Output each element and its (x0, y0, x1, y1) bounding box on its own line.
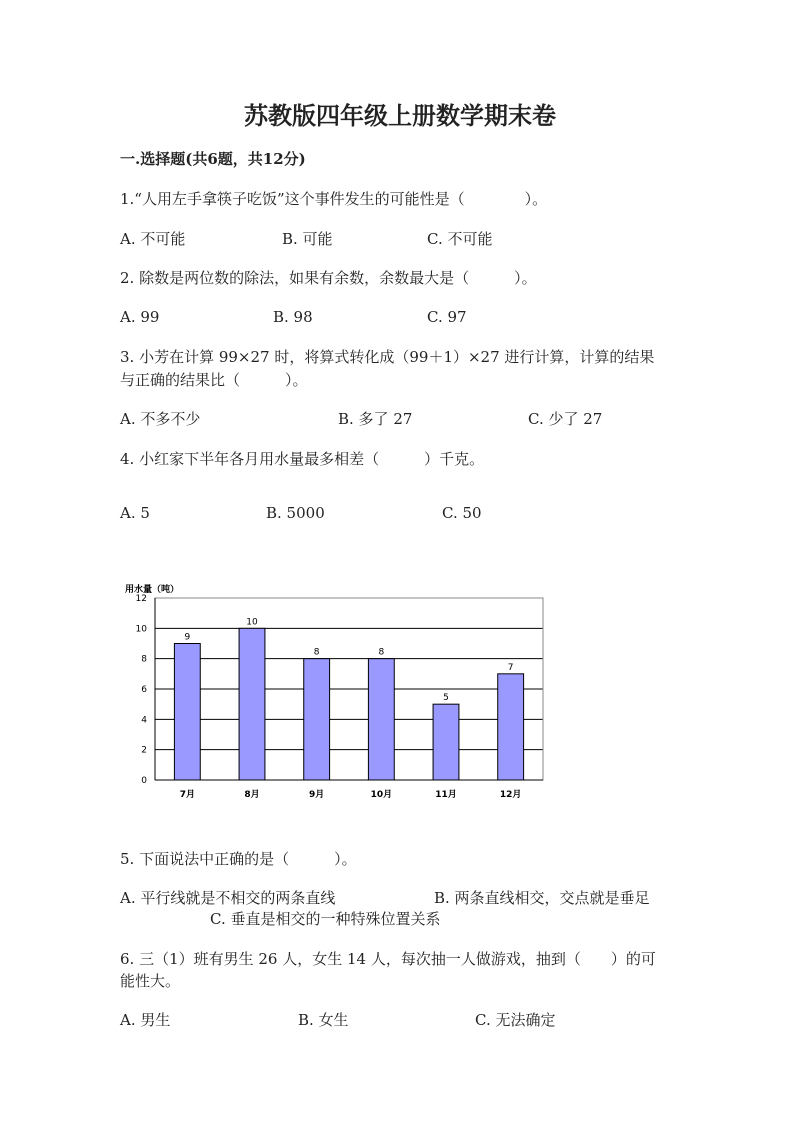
bar (498, 674, 524, 780)
bar (239, 628, 265, 780)
q5-option-a[interactable]: A. 平行线就是不相交的两条直线 (120, 889, 336, 907)
q2-option-b[interactable]: B. 98 (273, 308, 313, 326)
y-tick-label: 0 (141, 776, 147, 786)
bar (368, 659, 394, 780)
bar (174, 644, 200, 781)
bar-value-label: 9 (184, 632, 191, 643)
q4-option-b[interactable]: B. 5000 (266, 504, 325, 522)
bar-value-label: 10 (246, 617, 258, 628)
q1-option-b[interactable]: B. 可能 (282, 230, 333, 248)
q3-option-b[interactable]: B. 多了 27 (338, 410, 413, 428)
y-tick-label: 6 (141, 685, 147, 695)
x-tick-label: 9月 (309, 790, 325, 800)
y-tick-label: 4 (141, 715, 147, 726)
x-tick-label: 10月 (370, 790, 393, 800)
q6-option-a[interactable]: A. 男生 (120, 1011, 171, 1029)
page-title: 苏教版四年级上册数学期末卷 (244, 101, 556, 130)
y-tick-label: 12 (135, 594, 147, 604)
q5-option-c[interactable]: C. 垂直是相交的一种特殊位置关系 (210, 910, 441, 928)
x-tick-label: 11月 (435, 790, 457, 800)
question-2: 2. 除数是两位数的除法，如果有余数，余数最大是（ ）。 (120, 269, 537, 287)
question-6-line-1: 6. 三（1）班有男生 26 人，女生 14 人，每次抽一人做游戏，抽到（ ）的可 (120, 950, 656, 968)
section-heading: 一.选择题(共6题，共12分) (120, 150, 306, 168)
q6-option-c[interactable]: C. 无法确定 (475, 1011, 556, 1029)
bar-value-label: 8 (378, 647, 385, 658)
q2-option-a[interactable]: A. 99 (120, 308, 160, 326)
q6-option-b[interactable]: B. 女生 (298, 1011, 349, 1029)
bar (433, 704, 459, 780)
question-3-line-1: 3. 小芳在计算 99×27 时，将算式转化成（99＋1）×27 进行计算，计算的结果 (120, 348, 655, 366)
question-6-line-2: 能性大。 (120, 972, 181, 990)
q1-option-a[interactable]: A. 不可能 (120, 230, 186, 248)
q2-option-c[interactable]: C. 97 (427, 308, 467, 326)
x-tick-label: 12月 (499, 790, 522, 800)
y-tick-label: 10 (135, 624, 147, 635)
q5-option-b[interactable]: B. 两条直线相交，交点就是垂足 (434, 889, 650, 907)
question-3-line-2: 与正确的结果比（ ）。 (120, 371, 308, 389)
x-tick-label: 8月 (244, 790, 260, 800)
q4-option-a[interactable]: A. 5 (120, 504, 150, 522)
q3-option-a[interactable]: A. 不多不少 (120, 410, 201, 428)
bar-value-label: 8 (313, 647, 320, 658)
q4-option-c[interactable]: C. 50 (442, 504, 482, 522)
bar-value-label: 5 (443, 693, 449, 704)
y-axis-label: 用水量（吨） (125, 585, 180, 595)
question-1: 1.“人用左手拿筷子吃饭”这个事件发生的可能性是（ ）。 (120, 190, 548, 208)
x-tick-label: 7月 (179, 790, 195, 800)
bar (304, 659, 330, 780)
y-tick-label: 8 (141, 654, 147, 665)
question-5: 5. 下面说法中正确的是（ ）。 (120, 850, 357, 868)
bar-value-label: 7 (507, 662, 514, 673)
q3-option-c[interactable]: C. 少了 27 (528, 410, 603, 428)
y-tick-label: 2 (141, 745, 147, 756)
question-4: 4. 小红家下半年各月用水量最多相差（ ）千克。 (120, 450, 485, 468)
q1-option-c[interactable]: C. 不可能 (427, 230, 493, 248)
water-usage-bar-chart (110, 580, 560, 805)
